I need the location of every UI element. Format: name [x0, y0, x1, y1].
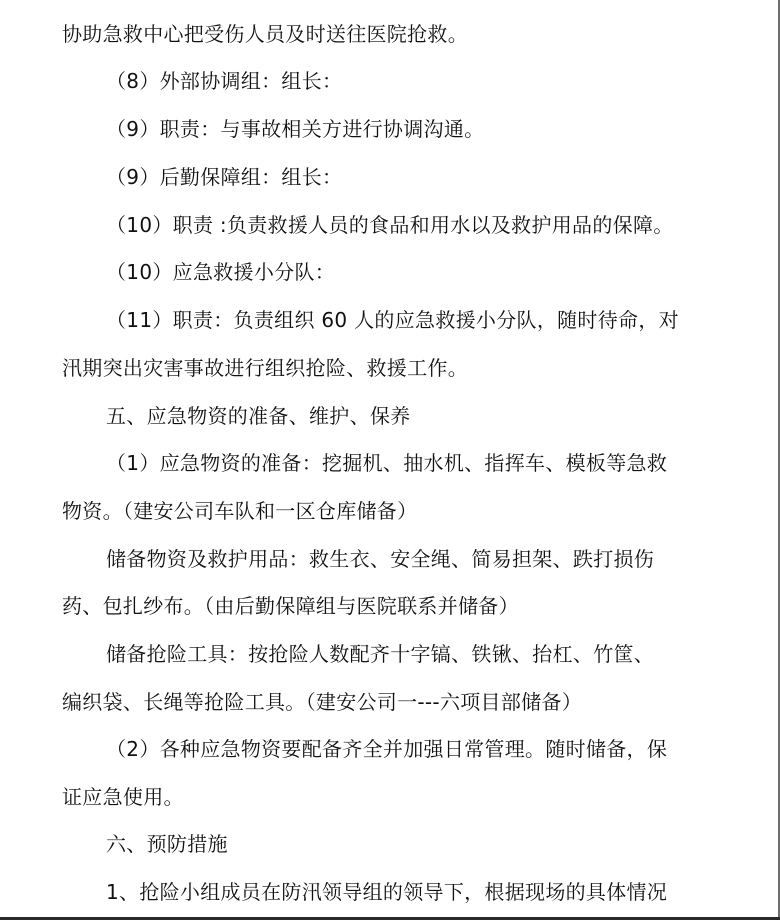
- list-item-duty-logistics: （10）职责 :负责救援人员的食品和用水以及救护用品的保障。: [106, 213, 674, 237]
- list-item-duty-coordination: （9）职责：与事故相关方进行协调沟通。: [106, 117, 485, 141]
- list-item-logistics-group: （9）后勤保障组：组长：: [106, 165, 343, 189]
- body-text-line: 证应急使用。: [62, 785, 184, 809]
- list-item-duty-rescue-team: （11）职责：负责组织 60 人的应急救援小分队，随时待命，对: [106, 308, 679, 332]
- list-item-rescue-team: （10）应急救援小分队：: [106, 260, 336, 284]
- paragraph-reserve-supplies: 储备物资及救护用品：救生衣、安全绳、简易担架、跌打损伤: [106, 547, 655, 571]
- list-item-prevention-1: 1、抢险小组成员在防汛领导组的领导下，根据现场的具体情况: [106, 880, 668, 904]
- body-text-line: 汛期突出灾害事故进行组织抢险、救援工作。: [62, 356, 468, 380]
- list-item-supplies-management: （2）各种应急物资要配备齐全并加强日常管理。随时储备，保: [106, 737, 668, 761]
- section-heading-prevention: 六、预防措施: [106, 832, 228, 856]
- section-heading-supplies: 五、应急物资的准备、维护、保养: [106, 404, 411, 428]
- list-item-supplies-preparation: （1）应急物资的准备：挖掘机、抽水机、指挥车、模板等急救: [106, 451, 668, 475]
- body-text-line: 编织袋、长绳等抢险工具。（建安公司一---六项目部储备）: [62, 690, 583, 714]
- list-item-external-coordination-group: （8）外部协调组：组长：: [106, 69, 343, 93]
- body-text-line: 协助急救中心把受伤人员及时送往医院抢救。: [62, 22, 468, 46]
- paragraph-reserve-tools: 储备抢险工具：按抢险人数配齐十字镐、铁锹、抬杠、竹筐、: [106, 642, 655, 666]
- body-text-line: 药、包扎纱布。（由后勤保障组与医院联系并储备）: [62, 594, 519, 618]
- body-text-line: 物资。（建安公司车队和一区仓库储备）: [62, 499, 418, 523]
